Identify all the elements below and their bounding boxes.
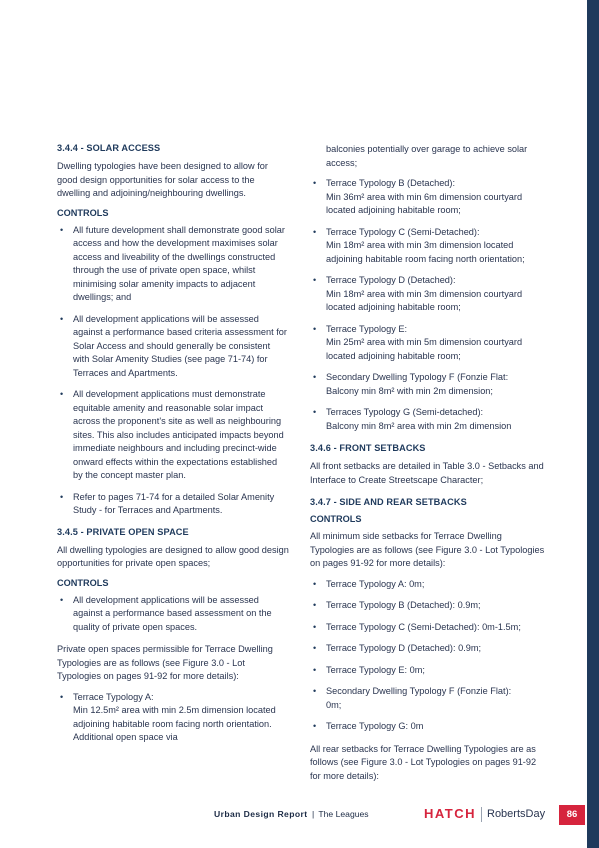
private-open-space-section [57, 527, 289, 745]
solar-access-heading: 3.4.4 - SOLAR ACCESS [57, 143, 161, 153]
list-item: • All development applications will be assessed against a performance based criteria assessment for Solar Access and should generally be consistent with Solar Amenity Studies (see page 71-74) for Terraces and Apartments. [60, 313, 287, 378]
front-setbacks-para: All front setbacks are detailed in Table 3.0 - Setbacks and Interface to Create Streetscape Character; [310, 461, 544, 485]
bullet-icon: • [313, 621, 317, 632]
front-setbacks-heading: 3.4.6 - FRONT SETBACKS [310, 443, 426, 453]
list-item: • Terrace Typology G: 0m [310, 720, 546, 734]
list-item: • Terrace Typology D (Detached): 0.9m; [310, 642, 546, 656]
bullet-icon: • [60, 491, 64, 502]
list-item: • Secondary Dwelling Typology F (Fonzie Flat: Balcony min 8m² with min 2m dimension; [313, 372, 509, 396]
list-item: • Terraces Typology G (Semi-detached): Balcony min 8m² area with min 2m dimension [313, 407, 512, 431]
pos-permissible-para: Private open spaces permissible for Terrace Dwelling Typologies are as follows (see Figure 3.0 - Lot Typologies on pages 91-92 for more details): [57, 644, 273, 681]
solar-access-section [57, 143, 289, 518]
pos-typology-list [57, 691, 289, 745]
project-name: The Leagues [318, 809, 369, 819]
side-controls-label: CONTROLS [310, 514, 362, 524]
list-item: • All future development shall demonstrate good solar access and how the development maximises solar access and liveability of the dwellings constructed through the use of private open space, whilst minimising solar amenity impacts to adjacent dwellings; and [60, 224, 285, 302]
bullet-icon: • [313, 578, 317, 589]
page-number-badge: 86 [559, 805, 585, 825]
side-rear-setbacks-section [310, 497, 546, 783]
bullet-icon: • [313, 275, 317, 285]
logo-divider [481, 807, 482, 822]
bullet-icon: • [313, 226, 317, 237]
bullet-icon: • [313, 600, 317, 610]
bullet-icon: • [313, 686, 317, 696]
footer-report-title [214, 809, 369, 819]
list-item: • All development applications will be assessed against a performance based assessment on the quality of private open spaces. [60, 594, 272, 632]
bullet-icon: • [313, 178, 317, 188]
pos-typology-list-continued [310, 177, 546, 433]
front-setbacks-section [310, 443, 546, 487]
solar-controls-label: CONTROLS [57, 207, 109, 218]
list-item: • All development applications must demonstrate equitable amenity and reasonable solar impact across the proponent's site as well as neighbouring sites. This also includes anticipated impacts beyond immediate neighbours and including precinct-wide onward effects within the expectations established by the concept master plan. [60, 389, 284, 480]
list-item: • Secondary Dwelling Typology F (Fonzie Flat): 0m; [313, 686, 512, 710]
left-column [57, 143, 289, 754]
pos-controls-label: CONTROLS [57, 577, 109, 588]
side-setbacks-list [310, 578, 546, 734]
list-item: • Terrace Typology B (Detached): 0.9m; [310, 599, 546, 613]
footer-separator: | [311, 809, 315, 819]
bullet-icon: • [60, 313, 64, 324]
private-open-space-heading: 3.4.5 - PRIVATE OPEN SPACE [57, 526, 189, 537]
bullet-icon: • [313, 407, 317, 417]
pos-controls-list [57, 594, 289, 635]
right-column [310, 143, 546, 790]
list-item: • Terrace Typology C (Semi-Detached): Min 18m² area with min 3m dimension located adjoining habitable room facing north orientation; [313, 226, 525, 264]
page-footer [0, 805, 599, 825]
solar-controls-list [57, 224, 289, 518]
bullet-icon: • [313, 721, 317, 731]
bullet-icon: • [60, 691, 64, 702]
list-item: • Terrace Typology E: 0m; [310, 664, 546, 678]
rear-setbacks-para: All rear setbacks for Terrace Dwelling Typologies are as follows (see Figure 3.0 - Lot Typologies on pages 91-92 for more details): [310, 743, 537, 781]
list-item: • Refer to pages 71-74 for a detailed Solar Amenity Study - for Terraces and Apartments. [60, 491, 275, 515]
list-item: • Terrace Typology E: Min 25m² area with min 5m dimension courtyard located adjoining habitable room; [313, 323, 523, 361]
page-edge-bar [587, 0, 599, 848]
robertsday-logo: RobertsDay [487, 808, 546, 820]
bullet-icon: • [60, 224, 64, 235]
side-setbacks-intro: All minimum side setbacks for Terrace Dwelling Typologies are as follows (see Figure 3.0 - Lot Typologies on pages 91-92 for more details): [310, 531, 545, 568]
side-rear-setbacks-heading: 3.4.7 - SIDE AND REAR SETBACKS [310, 497, 467, 507]
private-open-space-intro: All dwelling typologies are designed to allow good design opportunities for private open spaces; [57, 544, 289, 568]
solar-access-intro: Dwelling typologies have been designed to allow for good design opportunities for solar access to the dwelling and adjoining/neighbouring dwellings. [57, 161, 268, 198]
hatch-logo: HATCH [424, 806, 477, 821]
bullet-icon: • [313, 323, 317, 334]
bullet-icon: • [313, 664, 317, 675]
bullet-icon: • [60, 594, 64, 605]
bullet-icon: • [60, 389, 64, 399]
report-title: Urban Design Report [214, 809, 308, 819]
list-item: • Terrace Typology B (Detached): Min 36m² area with min 6m dimension courtyard located adjoining habitable room; [313, 178, 523, 215]
list-item: • Terrace Typology A: Min 12.5m² area with min 2.5m dimension located adjoining habitable room facing north orientation. Additional open space via [60, 691, 276, 742]
bullet-icon: • [313, 643, 317, 653]
list-item: • Terrace Typology C (Semi-Detached): 0m-1.5m; [310, 621, 546, 635]
continuation-text: balconies potentially over garage to achieve solar access; [326, 144, 528, 168]
list-item: • Terrace Typology A: 0m; [310, 578, 546, 592]
bullet-icon: • [313, 372, 317, 382]
list-item: • Terrace Typology D (Detached): Min 18m² area with min 3m dimension courtyard located adjoining habitable room; [313, 275, 523, 312]
